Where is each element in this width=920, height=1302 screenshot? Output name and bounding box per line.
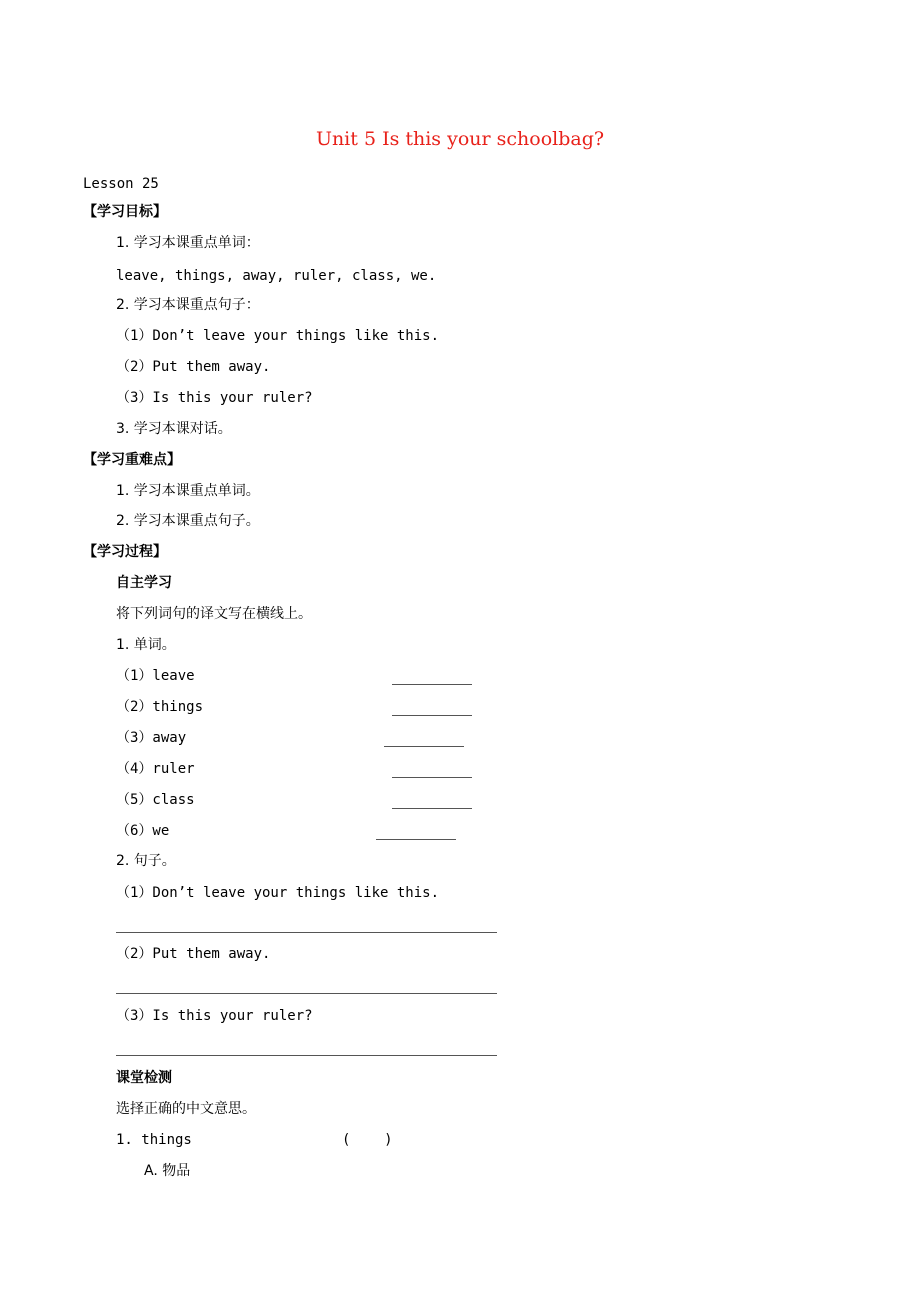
words-label: 1. 单词。 xyxy=(116,637,176,653)
answer-blank[interactable] xyxy=(392,715,472,716)
goals-heading: 【学习目标】 xyxy=(83,204,167,220)
classroom-check-instruction: 选择正确的中文意思。 xyxy=(116,1101,256,1117)
self-study-instruction: 将下列词句的译文写在横线上。 xyxy=(116,606,312,622)
goals-sentence-2: （2）Put them away. xyxy=(116,359,271,375)
word-item: （2）things xyxy=(116,699,204,715)
question-1: 1. things xyxy=(116,1132,192,1148)
option-a: A. 物品 xyxy=(144,1163,191,1179)
answer-blank[interactable] xyxy=(392,808,472,809)
goals-sentence-3: （3）Is this your ruler? xyxy=(116,390,313,406)
word-item: （4）ruler xyxy=(116,761,195,777)
goals-item-1: 1. 学习本课重点单词： xyxy=(116,235,260,251)
goals-item-2: 2. 学习本课重点句子： xyxy=(116,297,260,313)
classroom-check-heading: 课堂检测 xyxy=(116,1070,172,1086)
answer-blank[interactable] xyxy=(376,839,456,840)
goals-item-3: 3. 学习本课对话。 xyxy=(116,421,232,437)
word-item: （3）away xyxy=(116,730,187,746)
goals-sentence-1: （1）Don’t leave your things like this. xyxy=(116,328,440,344)
answer-blank[interactable] xyxy=(384,746,464,747)
key-points-item-2: 2. 学习本课重点句子。 xyxy=(116,513,260,529)
sentence-item: （3）Is this your ruler? xyxy=(116,1008,313,1024)
key-points-heading: 【学习重难点】 xyxy=(83,452,181,468)
answer-parentheses[interactable]: ( ) xyxy=(342,1132,393,1148)
self-study-heading: 自主学习 xyxy=(116,575,172,591)
word-item: （6）we xyxy=(116,823,170,839)
answer-line[interactable] xyxy=(116,1055,497,1056)
sentence-item: （1）Don’t leave your things like this. xyxy=(116,885,440,901)
sentences-label: 2. 句子。 xyxy=(116,853,176,869)
sentence-item: （2）Put them away. xyxy=(116,946,271,962)
answer-blank[interactable] xyxy=(392,777,472,778)
process-heading: 【学习过程】 xyxy=(83,544,167,560)
answer-blank[interactable] xyxy=(392,684,472,685)
key-points-item-1: 1. 学习本课重点单词。 xyxy=(116,483,260,499)
lesson-label: Lesson 25 xyxy=(83,176,159,192)
page-title: Unit 5 Is this your schoolbag? xyxy=(315,128,605,150)
word-item: （1）leave xyxy=(116,668,195,684)
answer-line[interactable] xyxy=(116,932,497,933)
word-item: （5）class xyxy=(116,792,195,808)
answer-line[interactable] xyxy=(116,993,497,994)
goals-words: leave, things, away, ruler, class, we. xyxy=(116,268,437,284)
